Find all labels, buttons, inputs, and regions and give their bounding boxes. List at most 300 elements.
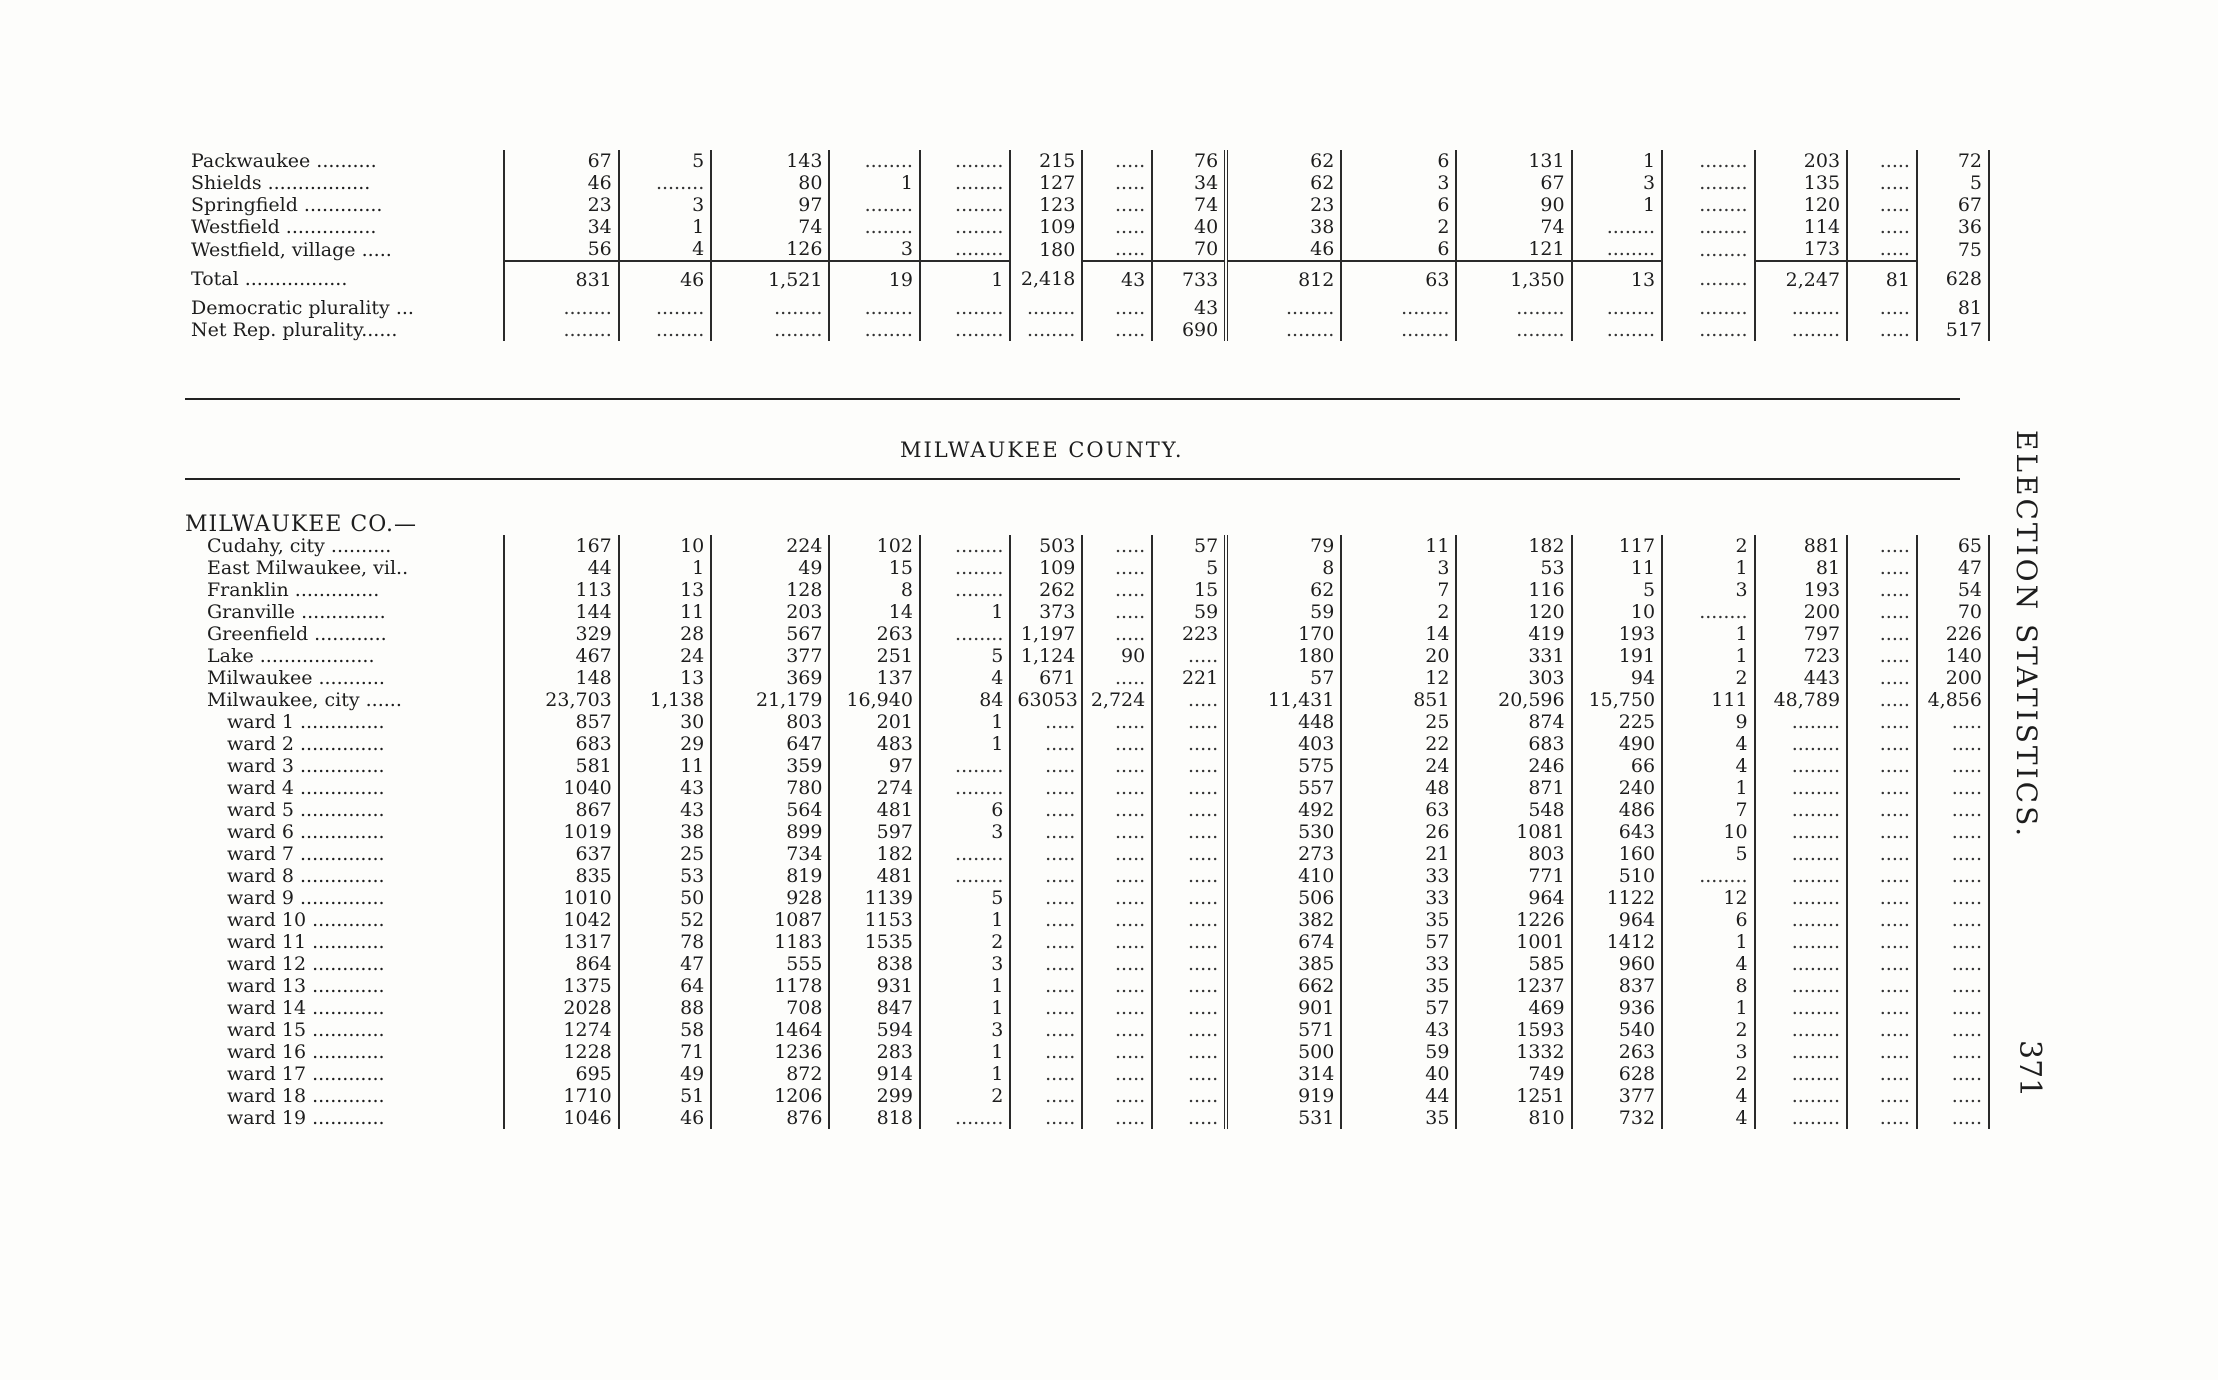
table-cell: ..... (1152, 865, 1226, 887)
table-cell: 1139 (829, 887, 919, 909)
table-cell: 555 (711, 953, 829, 975)
table-cell: 6 (1341, 238, 1456, 261)
table-cell: ..... (1847, 931, 1917, 953)
table-cell: ..... (1847, 711, 1917, 733)
table-row (185, 150, 1989, 172)
table-cell: ..... (1847, 150, 1917, 172)
table-row (185, 865, 1989, 887)
table-cell: 734 (711, 843, 829, 865)
table-cell: 43 (1341, 1019, 1456, 1041)
table-row (185, 997, 1989, 1019)
table-cell: 492 (1226, 799, 1341, 821)
table-cell: ..... (1152, 733, 1226, 755)
table-cell: 15,750 (1572, 689, 1662, 711)
table-cell: 671 (1010, 667, 1082, 689)
table-cell: ..... (1152, 799, 1226, 821)
top-election-table (185, 150, 1990, 341)
row-label: ward 4 .............. (185, 777, 504, 799)
table-cell: 831 (504, 261, 619, 297)
table-cell: 4 (1662, 733, 1755, 755)
table-cell: ..... (1010, 1041, 1082, 1063)
table-cell: ..... (1917, 733, 1989, 755)
table-cell: 148 (504, 667, 619, 689)
table-cell: 63 (1341, 261, 1456, 297)
table-cell: 88 (619, 997, 712, 1019)
table-cell: 1 (1662, 645, 1755, 667)
row-label: ward 10 ............ (185, 909, 504, 931)
table-cell: ........ (1755, 843, 1848, 865)
table-cell: 2,247 (1755, 261, 1848, 297)
table-cell: ..... (1152, 1019, 1226, 1041)
table-cell: ........ (1010, 319, 1082, 341)
table-cell: 34 (1152, 172, 1226, 194)
row-label: Greenfield ............ (185, 623, 504, 645)
table-cell: 1 (920, 1063, 1010, 1085)
table-cell: ........ (1755, 931, 1848, 953)
table-cell: 483 (829, 733, 919, 755)
table-cell: 13 (619, 579, 712, 601)
table-cell: 2 (1662, 1019, 1755, 1041)
section-rule (185, 398, 1960, 400)
table-cell: ..... (1152, 953, 1226, 975)
table-cell: 864 (504, 953, 619, 975)
table-cell: ..... (1082, 1107, 1152, 1129)
table-cell: ..... (1847, 601, 1917, 623)
table-cell: ........ (1662, 297, 1755, 319)
table-cell: ........ (1755, 1019, 1848, 1041)
table-cell: ..... (1847, 1107, 1917, 1129)
table-cell: 160 (1572, 843, 1662, 865)
table-cell: 24 (619, 645, 712, 667)
table-cell: ..... (1917, 1107, 1989, 1129)
table-cell: 1010 (504, 887, 619, 909)
row-label: Westfield ............... (185, 216, 504, 238)
table-cell: 443 (1755, 667, 1848, 689)
table-cell: 1206 (711, 1085, 829, 1107)
table-cell: 2028 (504, 997, 619, 1019)
row-label: East Milwaukee, vil.. (185, 557, 504, 579)
table-cell: 1 (1572, 194, 1662, 216)
table-cell: 5 (619, 150, 712, 172)
table-cell: 59 (1226, 601, 1341, 623)
table-cell: ........ (920, 297, 1010, 319)
table-cell: ..... (1082, 238, 1152, 261)
table-cell: ..... (1082, 953, 1152, 975)
table-cell: ..... (1847, 297, 1917, 319)
table-cell: 7 (1662, 799, 1755, 821)
table-cell: ..... (1917, 799, 1989, 821)
table-cell: 1464 (711, 1019, 829, 1041)
table-cell: ..... (1152, 975, 1226, 997)
table-cell: 116 (1456, 579, 1571, 601)
table-cell: 40 (1152, 216, 1226, 238)
table-cell: ..... (1082, 172, 1152, 194)
table-cell: 167 (504, 535, 619, 557)
table-cell: ........ (829, 297, 919, 319)
table-cell: 40 (1341, 1063, 1456, 1085)
table-cell: ..... (1847, 1085, 1917, 1107)
table-cell: 200 (1755, 601, 1848, 623)
table-cell: ........ (1755, 733, 1848, 755)
table-cell: ..... (1847, 579, 1917, 601)
table-cell: 2 (1341, 601, 1456, 623)
table-cell: 64 (619, 975, 712, 997)
table-row (185, 297, 1989, 319)
table-cell: ..... (1010, 1085, 1082, 1107)
table-cell: 812 (1226, 261, 1341, 297)
table-cell: 803 (1456, 843, 1571, 865)
table-cell: 1 (1662, 777, 1755, 799)
table-cell: 21,179 (711, 689, 829, 711)
table-cell: 899 (711, 821, 829, 843)
table-cell: 35 (1341, 1107, 1456, 1129)
table-cell: 33 (1341, 865, 1456, 887)
table-cell: 81 (1917, 297, 1989, 319)
table-cell: 733 (1152, 261, 1226, 297)
row-label: ward 2 .............. (185, 733, 504, 755)
table-cell: 79 (1226, 535, 1341, 557)
table-cell: 506 (1226, 887, 1341, 909)
table-cell: ........ (1572, 216, 1662, 238)
table-cell: 5 (1152, 557, 1226, 579)
table-cell: 838 (829, 953, 919, 975)
table-cell: ........ (1662, 194, 1755, 216)
table-cell: 3 (920, 1019, 1010, 1041)
table-cell: 14 (829, 601, 919, 623)
heading-rule (185, 478, 1960, 480)
table-cell: 223 (1152, 623, 1226, 645)
table-cell: 1 (1662, 557, 1755, 579)
table-cell: 121 (1456, 238, 1571, 261)
table-cell: 114 (1755, 216, 1848, 238)
table-cell: ..... (1082, 535, 1152, 557)
table-cell: ..... (1917, 1063, 1989, 1085)
table-cell: 21 (1341, 843, 1456, 865)
table-cell: ........ (1755, 1063, 1848, 1085)
table-cell: ..... (1082, 821, 1152, 843)
table-cell: ........ (920, 579, 1010, 601)
table-cell: ..... (1082, 150, 1152, 172)
table-cell: ........ (1755, 1041, 1848, 1063)
row-label: ward 17 ............ (185, 1063, 504, 1085)
table-cell: 837 (1572, 975, 1662, 997)
table-cell: ..... (1847, 172, 1917, 194)
table-cell: 11 (1572, 557, 1662, 579)
table-cell: 26 (1341, 821, 1456, 843)
table-cell: 876 (711, 1107, 829, 1129)
table-cell: 3 (1662, 579, 1755, 601)
table-cell: ..... (1082, 667, 1152, 689)
table-cell: ..... (1917, 777, 1989, 799)
table-cell: 274 (829, 777, 919, 799)
table-cell: ........ (1755, 297, 1848, 319)
table-cell: ........ (1662, 601, 1755, 623)
table-cell: 1042 (504, 909, 619, 931)
table-cell: 23 (1226, 194, 1341, 216)
table-cell: 22 (1341, 733, 1456, 755)
row-label: Franklin .............. (185, 579, 504, 601)
table-cell: ..... (1082, 799, 1152, 821)
table-cell: 936 (1572, 997, 1662, 1019)
table-cell: 25 (1341, 711, 1456, 733)
table-cell: 203 (711, 601, 829, 623)
table-cell: 50 (619, 887, 712, 909)
table-cell: ..... (1917, 821, 1989, 843)
table-cell: 111 (1662, 689, 1755, 711)
table-cell: 44 (504, 557, 619, 579)
table-cell: 1237 (1456, 975, 1571, 997)
table-cell: ..... (1917, 843, 1989, 865)
row-label: Westfield, village ..... (185, 238, 504, 261)
table-cell: ........ (1755, 821, 1848, 843)
row-label: ward 15 ............ (185, 1019, 504, 1041)
row-label: ward 3 .............. (185, 755, 504, 777)
table-cell: 8 (829, 579, 919, 601)
table-cell: 273 (1226, 843, 1341, 865)
table-cell: 359 (711, 755, 829, 777)
row-label: ward 16 ............ (185, 1041, 504, 1063)
table-cell: 11 (1341, 535, 1456, 557)
table-cell: 1 (920, 601, 1010, 623)
table-cell: 46 (504, 172, 619, 194)
table-cell: 3 (920, 953, 1010, 975)
table-cell: ..... (1917, 1041, 1989, 1063)
table-cell: ........ (920, 194, 1010, 216)
table-cell: 377 (711, 645, 829, 667)
table-cell: 1 (619, 216, 712, 238)
table-cell: 36 (1917, 216, 1989, 238)
table-cell: 97 (711, 194, 829, 216)
table-cell: 123 (1010, 194, 1082, 216)
table-cell: 12 (1341, 667, 1456, 689)
table-cell: 490 (1572, 733, 1662, 755)
table-cell: 2 (1662, 535, 1755, 557)
table-cell: 1122 (1572, 887, 1662, 909)
table-cell: 7 (1341, 579, 1456, 601)
table-cell: 8 (1662, 975, 1755, 997)
table-cell: ..... (1917, 997, 1989, 1019)
table-cell: 221 (1152, 667, 1226, 689)
table-cell: 23 (504, 194, 619, 216)
table-cell: 314 (1226, 1063, 1341, 1085)
table-cell: ........ (920, 865, 1010, 887)
table-cell: ..... (1082, 216, 1152, 238)
table-cell: 575 (1226, 755, 1341, 777)
table-cell: ........ (1755, 953, 1848, 975)
table-cell: ..... (1847, 319, 1917, 341)
table-cell: 637 (504, 843, 619, 865)
table-cell: ..... (1152, 645, 1226, 667)
table-cell: ..... (1082, 557, 1152, 579)
table-cell: 4,856 (1917, 689, 1989, 711)
table-cell: 246 (1456, 755, 1571, 777)
table-cell: 94 (1572, 667, 1662, 689)
table-cell: ........ (920, 777, 1010, 799)
row-label: ward 7 .............. (185, 843, 504, 865)
table-cell: ..... (1010, 799, 1082, 821)
table-cell: ..... (1152, 997, 1226, 1019)
table-cell: ..... (1847, 755, 1917, 777)
table-cell: 10 (1662, 821, 1755, 843)
table-cell: ..... (1917, 865, 1989, 887)
table-cell: 57 (1152, 535, 1226, 557)
table-cell: 881 (1755, 535, 1848, 557)
table-cell: 3 (1341, 557, 1456, 579)
table-cell: 481 (829, 865, 919, 887)
table-cell: 964 (1456, 887, 1571, 909)
table-cell: 97 (829, 755, 919, 777)
table-cell: ........ (619, 297, 712, 319)
table-cell: 1081 (1456, 821, 1571, 843)
table-cell: 385 (1226, 953, 1341, 975)
table-cell: 182 (1456, 535, 1571, 557)
table-cell: ..... (1082, 1085, 1152, 1107)
table-cell: 1040 (504, 777, 619, 799)
table-cell: 113 (504, 579, 619, 601)
table-row (185, 689, 1989, 711)
table-cell: 818 (829, 1107, 919, 1129)
table-cell: 299 (829, 1085, 919, 1107)
table-cell: 47 (1917, 557, 1989, 579)
table-cell: 70 (1917, 601, 1989, 623)
table-cell: ..... (1082, 1063, 1152, 1085)
table-cell: ........ (1755, 997, 1848, 1019)
table-cell: 1 (920, 733, 1010, 755)
table-cell: 1,124 (1010, 645, 1082, 667)
table-cell: 847 (829, 997, 919, 1019)
table-cell: 1046 (504, 1107, 619, 1129)
table-cell: 224 (711, 535, 829, 557)
table-cell: 53 (1456, 557, 1571, 579)
row-label: Lake ................... (185, 645, 504, 667)
table-cell: ..... (1847, 667, 1917, 689)
table-cell: 448 (1226, 711, 1341, 733)
table-cell: 66 (1572, 755, 1662, 777)
row-label: ward 12 ............ (185, 953, 504, 975)
table-cell: 80 (711, 172, 829, 194)
table-cell: ..... (1010, 953, 1082, 975)
table-cell: 128 (711, 579, 829, 601)
table-cell: 749 (1456, 1063, 1571, 1085)
table-cell: 643 (1572, 821, 1662, 843)
running-title: ELECTION STATISTICS. (2010, 430, 2043, 840)
table-cell: ..... (1010, 777, 1082, 799)
table-cell: ........ (1662, 319, 1755, 341)
table-cell: ..... (1082, 865, 1152, 887)
table-cell: 200 (1917, 667, 1989, 689)
table-cell: ........ (1341, 297, 1456, 319)
table-row (185, 1041, 1989, 1063)
table-cell: 24 (1341, 755, 1456, 777)
row-label: Packwaukee .......... (185, 150, 504, 172)
table-cell: 1178 (711, 975, 829, 997)
table-cell: 1,197 (1010, 623, 1082, 645)
table-cell: 1,350 (1456, 261, 1571, 297)
table-cell: 597 (829, 821, 919, 843)
table-cell: 1 (829, 172, 919, 194)
table-row (185, 887, 1989, 909)
table-cell: ..... (1082, 319, 1152, 341)
table-cell: 628 (1917, 261, 1989, 297)
table-cell: 1,138 (619, 689, 712, 711)
table-cell: ........ (1755, 909, 1848, 931)
table-cell: 14 (1341, 623, 1456, 645)
table-cell: 81 (1847, 261, 1917, 297)
table-cell: 144 (504, 601, 619, 623)
table-cell: 1 (1662, 931, 1755, 953)
table-cell: ..... (1010, 931, 1082, 953)
table-cell: 662 (1226, 975, 1341, 997)
table-cell: 5 (1572, 579, 1662, 601)
table-cell: 1 (920, 1041, 1010, 1063)
table-cell: 803 (711, 711, 829, 733)
table-row (185, 216, 1989, 238)
milwaukee-election-table (185, 535, 1990, 1129)
table-cell: ..... (1847, 997, 1917, 1019)
table-cell: 303 (1456, 667, 1571, 689)
table-cell: ..... (1152, 887, 1226, 909)
table-cell: 28 (619, 623, 712, 645)
table-cell: 723 (1755, 645, 1848, 667)
table-cell: ..... (1917, 1019, 1989, 1041)
table-cell: 71 (619, 1041, 712, 1063)
table-cell: ..... (1847, 799, 1917, 821)
page-number: 371 (2012, 1040, 2047, 1098)
table-cell: ........ (920, 319, 1010, 341)
table-cell: ..... (1917, 711, 1989, 733)
row-label: Granville .............. (185, 601, 504, 623)
table-cell: 109 (1010, 216, 1082, 238)
table-cell: 127 (1010, 172, 1082, 194)
table-cell: ........ (1572, 297, 1662, 319)
table-cell: ........ (1662, 865, 1755, 887)
table-cell: ........ (1572, 319, 1662, 341)
table-cell: 931 (829, 975, 919, 997)
table-cell: ..... (1847, 557, 1917, 579)
section-label: MILWAUKEE CO.— (185, 512, 417, 537)
table-cell: ..... (1082, 997, 1152, 1019)
table-cell: 59 (1152, 601, 1226, 623)
table-cell: 44 (1341, 1085, 1456, 1107)
row-label: ward 6 .............. (185, 821, 504, 843)
table-cell: ..... (1847, 887, 1917, 909)
table-cell: 203 (1755, 150, 1848, 172)
table-cell: ..... (1847, 777, 1917, 799)
table-cell: 20,596 (1456, 689, 1571, 711)
table-cell: 46 (619, 261, 712, 297)
table-cell: 708 (711, 997, 829, 1019)
table-cell: 857 (504, 711, 619, 733)
table-row (185, 777, 1989, 799)
table-cell: 46 (1226, 238, 1341, 261)
table-cell: ........ (1755, 1085, 1848, 1107)
table-cell: 43 (619, 777, 712, 799)
table-cell: 75 (1917, 238, 1989, 261)
table-cell: ........ (1662, 261, 1755, 297)
table-cell: ..... (1847, 623, 1917, 645)
table-cell: ........ (1755, 711, 1848, 733)
table-row (185, 1107, 1989, 1129)
table-cell: 1019 (504, 821, 619, 843)
table-cell: ..... (1082, 1041, 1152, 1063)
table-cell: 57 (1341, 997, 1456, 1019)
table-cell: ..... (1847, 645, 1917, 667)
table-cell: 19 (829, 261, 919, 297)
table-cell: ........ (829, 216, 919, 238)
table-cell: 16,940 (829, 689, 919, 711)
row-label: Milwaukee, city ...... (185, 689, 504, 711)
table-cell: ..... (1010, 1019, 1082, 1041)
